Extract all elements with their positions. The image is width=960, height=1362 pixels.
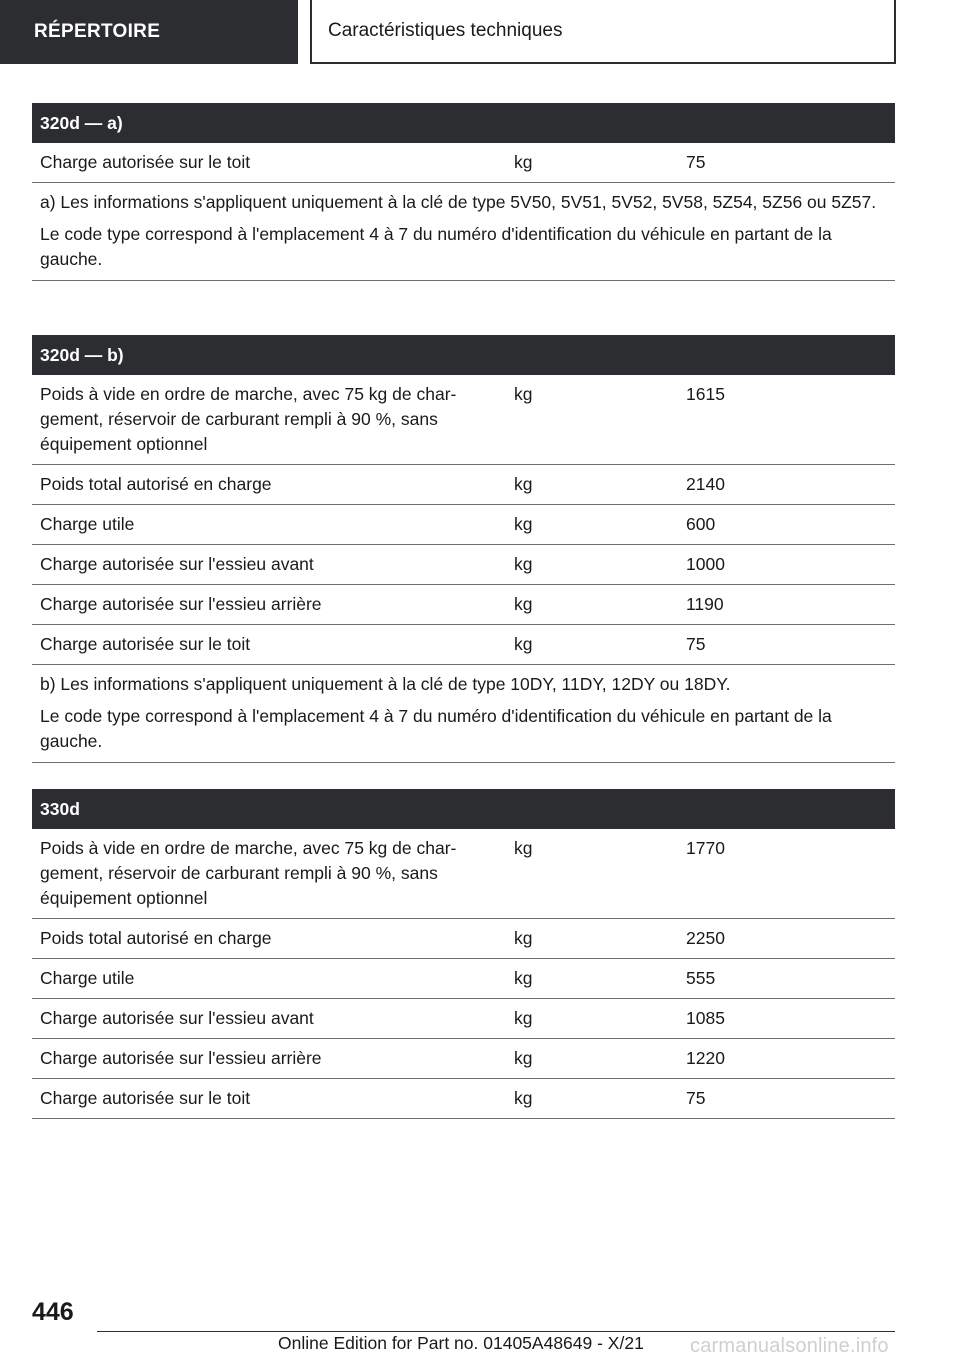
row-unit: kg (514, 838, 533, 858)
footer-divider (97, 1331, 895, 1332)
spec-table-330d (32, 789, 895, 1119)
row-value: 555 (686, 968, 716, 988)
row-value: 75 (686, 1088, 706, 1108)
row-label: Charge utile (40, 968, 135, 988)
section-tab (0, 0, 298, 64)
row-value: 1220 (686, 1048, 725, 1068)
row-unit: kg (514, 1048, 533, 1068)
row-label: Poids total autorisé en charge (40, 928, 272, 948)
table-title: 320d — a) (32, 103, 895, 143)
footnote: Le code type correspond à l'emplacement 4 à 7 du numéro d'identification du véhicule en partant de la gauche. (40, 706, 832, 751)
table-title: 320d — b) (32, 335, 895, 375)
table-row (32, 375, 895, 465)
row-unit: kg (514, 634, 533, 654)
row-value: 75 (686, 152, 706, 172)
row-label: Poids à vide en ordre de marche, avec 75 kg de char-gement, réservoir de carburant rempli à 90 %, sans équipement optionnel (40, 838, 457, 908)
footnote: b) Les informations s'appliquent uniquement à la clé de type 10DY, 11DY, 12DY ou 18DY. (40, 674, 731, 694)
row-value: 600 (686, 514, 716, 534)
table-row (32, 999, 895, 1039)
row-unit: kg (514, 474, 533, 494)
row-unit: kg (514, 152, 533, 172)
row-value: 2140 (686, 474, 725, 494)
table-row (32, 545, 895, 585)
table-row (32, 585, 895, 625)
row-label: Charge autorisée sur le toit (40, 1088, 251, 1108)
table-row (32, 919, 895, 959)
row-value: 1190 (686, 594, 724, 614)
row-label: Charge autorisée sur l'essieu arrière (40, 594, 322, 614)
row-unit: kg (514, 554, 533, 574)
page-number: 446 (32, 1298, 74, 1326)
row-unit: kg (514, 1088, 533, 1108)
row-unit: kg (514, 594, 533, 614)
table-notes (32, 183, 895, 281)
section-title: RÉPERTOIRE (34, 21, 161, 42)
row-unit: kg (514, 968, 533, 988)
table-row (32, 1039, 895, 1079)
table-row (32, 625, 895, 665)
row-label: Poids total autorisé en charge (40, 474, 272, 494)
table-row (32, 465, 895, 505)
table-notes (32, 665, 895, 763)
footnote: a) Les informations s'appliquent uniquement à la clé de type 5V50, 5V51, 5V52, 5V58, 5Z54, 5Z56 ou 5Z57. (40, 192, 877, 212)
row-label: Charge autorisée sur l'essieu avant (40, 1008, 314, 1028)
table-row (32, 143, 895, 183)
spec-table-320d-b (32, 335, 895, 763)
row-label: Charge utile (40, 514, 135, 534)
row-unit: kg (514, 514, 533, 534)
chapter-header (310, 0, 896, 64)
row-label: Charge autorisée sur le toit (40, 634, 251, 654)
row-label: Charge autorisée sur le toit (40, 152, 251, 172)
table-row (32, 505, 895, 545)
table-title: 330d (32, 789, 895, 829)
row-unit: kg (514, 928, 533, 948)
row-value: 1000 (686, 554, 725, 574)
footnote: Le code type correspond à l'emplacement 4 à 7 du numéro d'identification du véhicule en partant de la gauche. (40, 224, 832, 269)
table-row (32, 1079, 895, 1119)
row-value: 1615 (686, 384, 725, 404)
watermark: carmanualsonline.info (690, 1335, 889, 1357)
row-unit: kg (514, 1008, 533, 1028)
row-value: 75 (686, 634, 706, 654)
chapter-title: Caractéristiques techniques (328, 20, 563, 41)
row-label: Poids à vide en ordre de marche, avec 75 kg de char-gement, réservoir de carburant rempli à 90 %, sans équipement optionnel (40, 384, 457, 454)
spec-table-320d-a (32, 103, 895, 281)
table-row (32, 829, 895, 919)
table-row (32, 959, 895, 999)
edition-text: Online Edition for Part no. 01405A48649 - X/21 (278, 1333, 644, 1353)
row-value: 1085 (686, 1008, 725, 1028)
row-label: Charge autorisée sur l'essieu avant (40, 554, 314, 574)
row-label: Charge autorisée sur l'essieu arrière (40, 1048, 322, 1068)
row-value: 1770 (686, 838, 725, 858)
row-value: 2250 (686, 928, 725, 948)
row-unit: kg (514, 384, 533, 404)
